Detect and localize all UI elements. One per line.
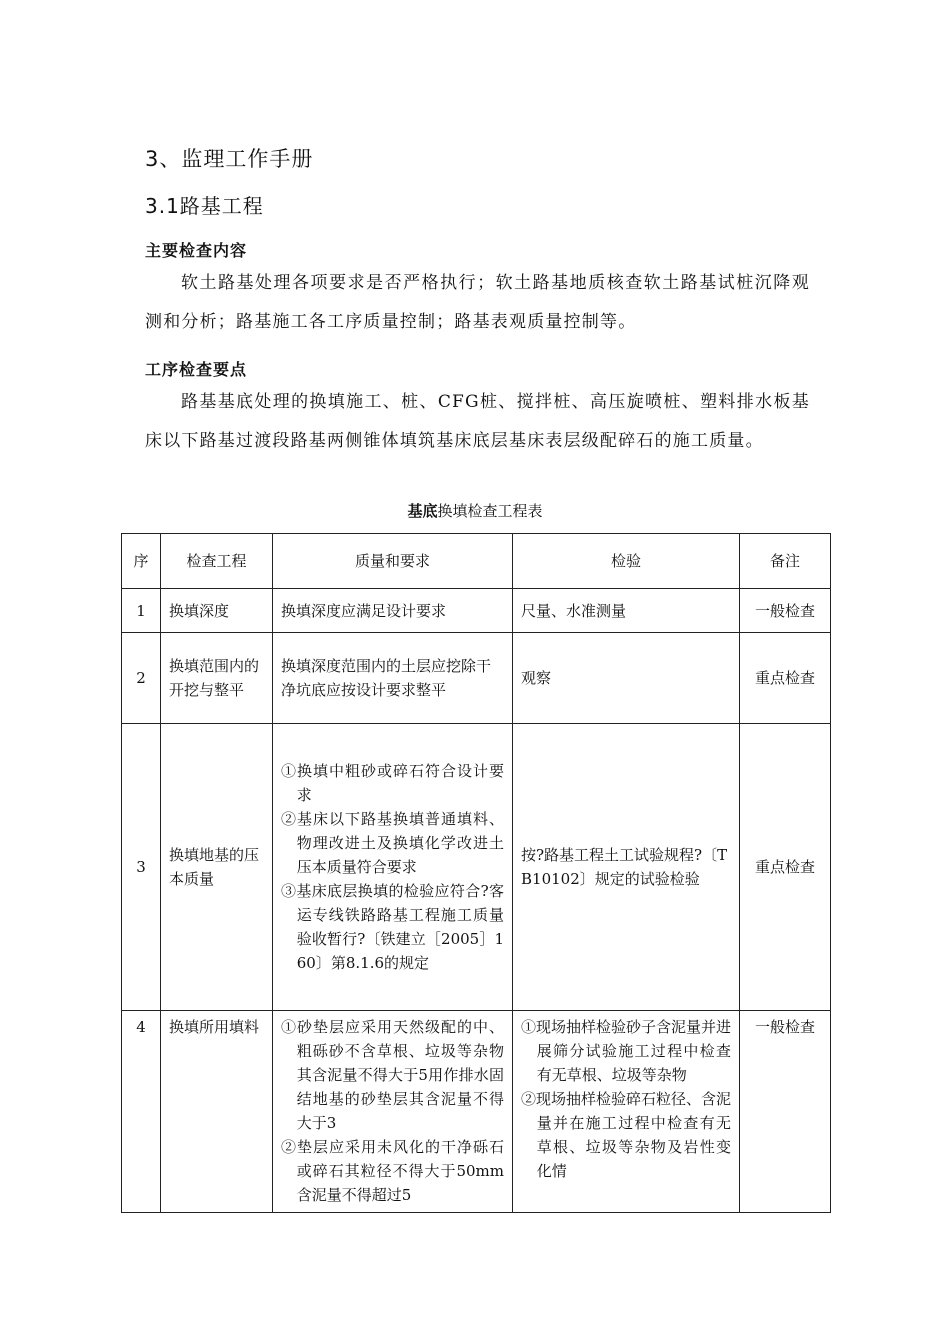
check-item: ①现场抽样检验砂子含泥量并进展筛分试验施工过程中检查有无草根、垃圾等杂物 (521, 1018, 732, 1084)
process-points-title: 工序检查要点 (145, 360, 248, 379)
row-check: 观察 (513, 633, 740, 724)
row-note: 一般检查 (740, 589, 831, 633)
section-heading: 3、监理工作手册 (145, 147, 314, 171)
row-check (513, 1011, 740, 1213)
table-caption-rest: 换填检查工程表 (437, 502, 543, 520)
inspection-table (121, 533, 831, 1213)
inspection-content-title: 主要检查内容 (145, 241, 248, 260)
row-item: 换填所用填料 (161, 1011, 273, 1213)
row-no: 4 (122, 1011, 161, 1213)
row-check: 尺量、水准测量 (513, 589, 740, 633)
row-item: 换填范围内的开挖与整平 (161, 633, 273, 724)
table-row (122, 589, 831, 633)
header-note: 备注 (740, 534, 831, 589)
header-requirement: 质量和要求 (273, 534, 513, 589)
row-requirement: 换填深度应满足设计要求 (273, 589, 513, 633)
requirement-item: ②基床以下路基换填普通填料、物理改进土及换填化学改进土压本质量符合要求 (281, 810, 504, 876)
row-note: 一般检查 (740, 1011, 831, 1213)
table-caption (0, 500, 950, 521)
row-requirement (273, 1011, 513, 1213)
row-no: 2 (122, 633, 161, 724)
process-points-paragraph: 路基基底处理的换填施工、桩、CFG桩、搅拌桩、高压旋喷桩、塑料排水板基床以下路基过渡段路基两侧锥体填筑基床底层基床表层级配碎石的施工质量。 (145, 392, 810, 451)
row-requirement: 换填深度范围内的土层应挖除干净坑底应按设计要求整平 (273, 633, 513, 724)
table-row (122, 633, 831, 724)
header-no: 序 (122, 534, 161, 589)
header-check: 检验 (513, 534, 740, 589)
table-row (122, 1011, 831, 1213)
row-item: 换填深度 (161, 589, 273, 633)
table-caption-bold: 基底 (407, 502, 438, 520)
check-item: ②现场抽样检验碎石粒径、含泥量并在施工过程中检查有无草根、垃圾等杂物及岩性变化情 (521, 1090, 732, 1180)
row-requirement (273, 724, 513, 1011)
requirement-item: ②垫层应采用未风化的干净砾石或碎石其粒径不得大于50mm含泥量不得超过5 (281, 1138, 504, 1204)
requirement-item: ①砂垫层应采用天然级配的中、粗砾砂不含草根、垃圾等杂物其含泥量不得大于5用作排水固结地基的砂垫层其含泥量不得大于3 (281, 1018, 504, 1132)
row-no: 3 (122, 724, 161, 1011)
subsection-heading: 3.1路基工程 (145, 194, 264, 218)
row-note: 重点检查 (740, 724, 831, 1011)
requirement-item: ③基床底层换填的检验应符合?客运专线铁路路基工程施工质量验收暂行?〔铁建立［2005］160〕第8.1.6的规定 (281, 882, 504, 972)
header-item: 检查工程 (161, 534, 273, 589)
requirement-item: ①换填中粗砂或碎石符合设计要求 (281, 762, 504, 804)
row-note: 重点检查 (740, 633, 831, 724)
table-header-row (122, 534, 831, 589)
row-no: 1 (122, 589, 161, 633)
table-row (122, 724, 831, 1011)
row-check: 按?路基工程土工试验规程?〔TB10102〕规定的试验检验 (513, 724, 740, 1011)
row-item: 换填地基的压本质量 (161, 724, 273, 1011)
inspection-content-paragraph: 软土路基处理各项要求是否严格执行；软土路基地质核查软土路基试桩沉降观测和分析；路基施工各工序质量控制；路基表观质量控制等。 (145, 273, 810, 332)
